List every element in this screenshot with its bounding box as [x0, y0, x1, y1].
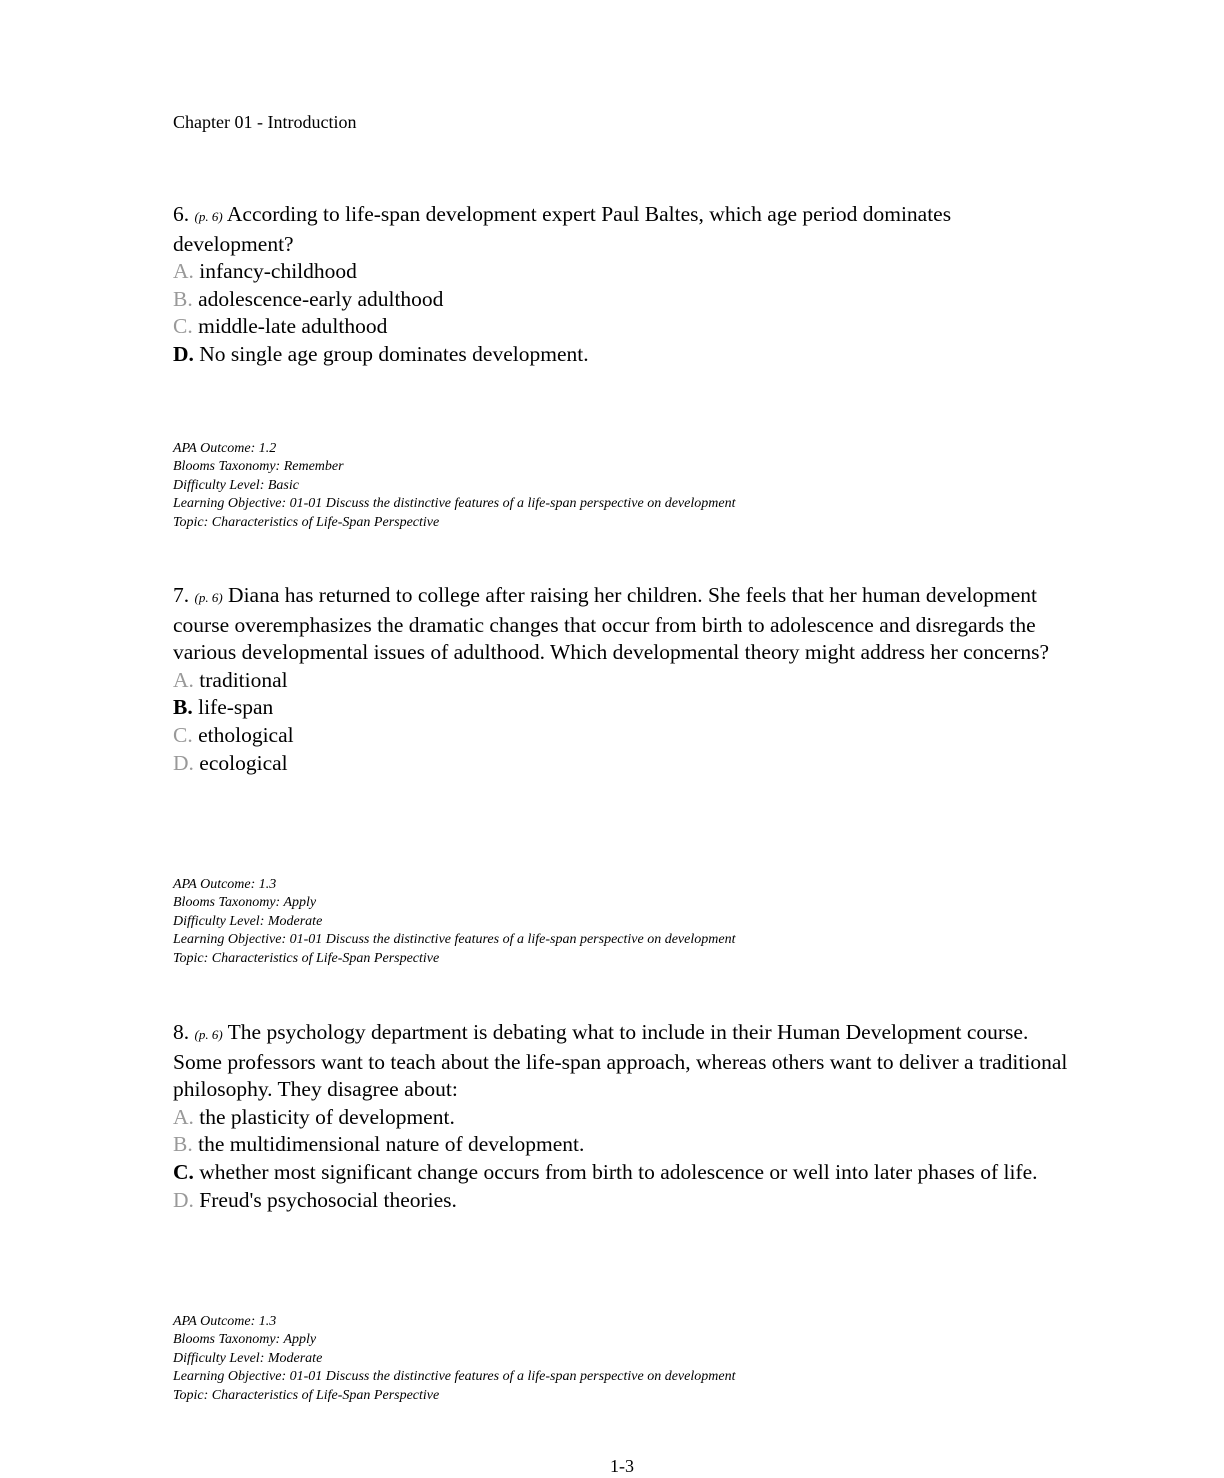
- question-8: [173, 1019, 1073, 1214]
- question-number: 7.: [173, 583, 190, 607]
- question-text: The psychology department is debating what to include in their Human Development course. Some professors want to teach about the life-span approach, whereas others want to deliver a traditional philosophy. They disagree about:: [173, 1020, 1068, 1102]
- question-stem: [173, 201, 1073, 258]
- option-text: Freud's psychosocial theories.: [199, 1187, 457, 1212]
- option-text: traditional: [199, 667, 288, 692]
- blooms-taxonomy: Blooms Taxonomy: Apply: [173, 895, 317, 911]
- difficulty-level: Difficulty Level: Moderate: [173, 913, 323, 929]
- option-letter: A.: [173, 259, 194, 284]
- question-7: [173, 582, 1073, 777]
- question-stem: [173, 582, 1073, 667]
- option-letter: C.: [173, 722, 193, 747]
- option-text: adolescence-early adulthood: [198, 286, 444, 311]
- question-stem: [173, 1019, 1073, 1104]
- option-d-correct: [173, 341, 1073, 369]
- question-number: 8.: [173, 1020, 190, 1044]
- option-d: [173, 750, 1073, 778]
- option-d: [173, 1187, 1073, 1215]
- option-a: [173, 1104, 1073, 1132]
- option-text: the plasticity of development.: [199, 1104, 455, 1129]
- option-letter: B.: [173, 286, 193, 311]
- question-7-metadata: [173, 876, 735, 968]
- option-letter: D.: [173, 750, 194, 775]
- option-letter: C.: [173, 1159, 194, 1184]
- option-letter: B.: [173, 1132, 193, 1157]
- option-b: [173, 286, 1073, 314]
- apa-outcome: APA Outcome: 1.2: [173, 441, 277, 456]
- question-8-metadata: [173, 1313, 735, 1405]
- learning-objective: Learning Objective: 01-01 Discuss the distinctive features of a life-span perspective on development: [173, 932, 736, 948]
- blooms-taxonomy: Blooms Taxonomy: Remember: [173, 459, 344, 475]
- apa-outcome: APA Outcome: 1.3: [173, 1314, 277, 1329]
- difficulty-level: Difficulty Level: Basic: [173, 477, 299, 493]
- option-text: middle-late adulthood: [198, 314, 388, 339]
- option-text: life-span: [198, 695, 274, 720]
- option-text: infancy-childhood: [199, 259, 357, 284]
- option-text: the multidimensional nature of development.: [198, 1132, 585, 1157]
- topic: Topic: Characteristics of Life-Span Perspective: [173, 950, 440, 966]
- page-reference: (p. 6): [194, 209, 223, 224]
- option-text: whether most significant change occurs from birth to adolescence or well into later phases of life.: [199, 1159, 1038, 1184]
- option-letter: B.: [173, 695, 193, 720]
- question-text: According to life-span development expert Paul Baltes, which age period dominates development?: [173, 202, 952, 256]
- learning-objective: Learning Objective: 01-01 Discuss the distinctive features of a life-span perspective on development: [173, 496, 736, 512]
- apa-outcome: APA Outcome: 1.3: [173, 877, 277, 892]
- question-number: 6.: [173, 202, 190, 226]
- page-number: 1-3: [610, 1456, 634, 1476]
- option-text: ethological: [198, 722, 294, 747]
- page-reference: (p. 6): [194, 590, 223, 605]
- option-b: [173, 1131, 1073, 1159]
- topic: Topic: Characteristics of Life-Span Perspective: [173, 1387, 440, 1403]
- chapter-header: Chapter 01 - Introduction: [173, 112, 357, 132]
- option-text: ecological: [199, 750, 288, 775]
- option-letter: D.: [173, 1187, 194, 1212]
- difficulty-level: Difficulty Level: Moderate: [173, 1350, 323, 1366]
- option-text: No single age group dominates development.: [199, 341, 589, 366]
- learning-objective: Learning Objective: 01-01 Discuss the distinctive features of a life-span perspective on development: [173, 1369, 736, 1385]
- option-a: [173, 667, 1073, 695]
- option-letter: C.: [173, 314, 193, 339]
- question-6: [173, 201, 1073, 369]
- option-letter: A.: [173, 1104, 194, 1129]
- option-a: [173, 258, 1073, 286]
- question-6-metadata: [173, 440, 735, 532]
- page-reference: (p. 6): [194, 1027, 223, 1042]
- option-c: [173, 313, 1073, 341]
- option-b-correct: [173, 694, 1073, 722]
- option-letter: D.: [173, 341, 194, 366]
- blooms-taxonomy: Blooms Taxonomy: Apply: [173, 1332, 317, 1348]
- topic: Topic: Characteristics of Life-Span Perspective: [173, 514, 440, 530]
- option-c: [173, 722, 1073, 750]
- option-letter: A.: [173, 667, 194, 692]
- option-c-correct: [173, 1159, 1073, 1187]
- question-text: Diana has returned to college after raising her children. She feels that her human development course overemphasizes the dramatic changes that occur from birth to adolescence and disregards the various developmental issues of adulthood. Which developmental theory might address her concerns?: [173, 583, 1050, 665]
